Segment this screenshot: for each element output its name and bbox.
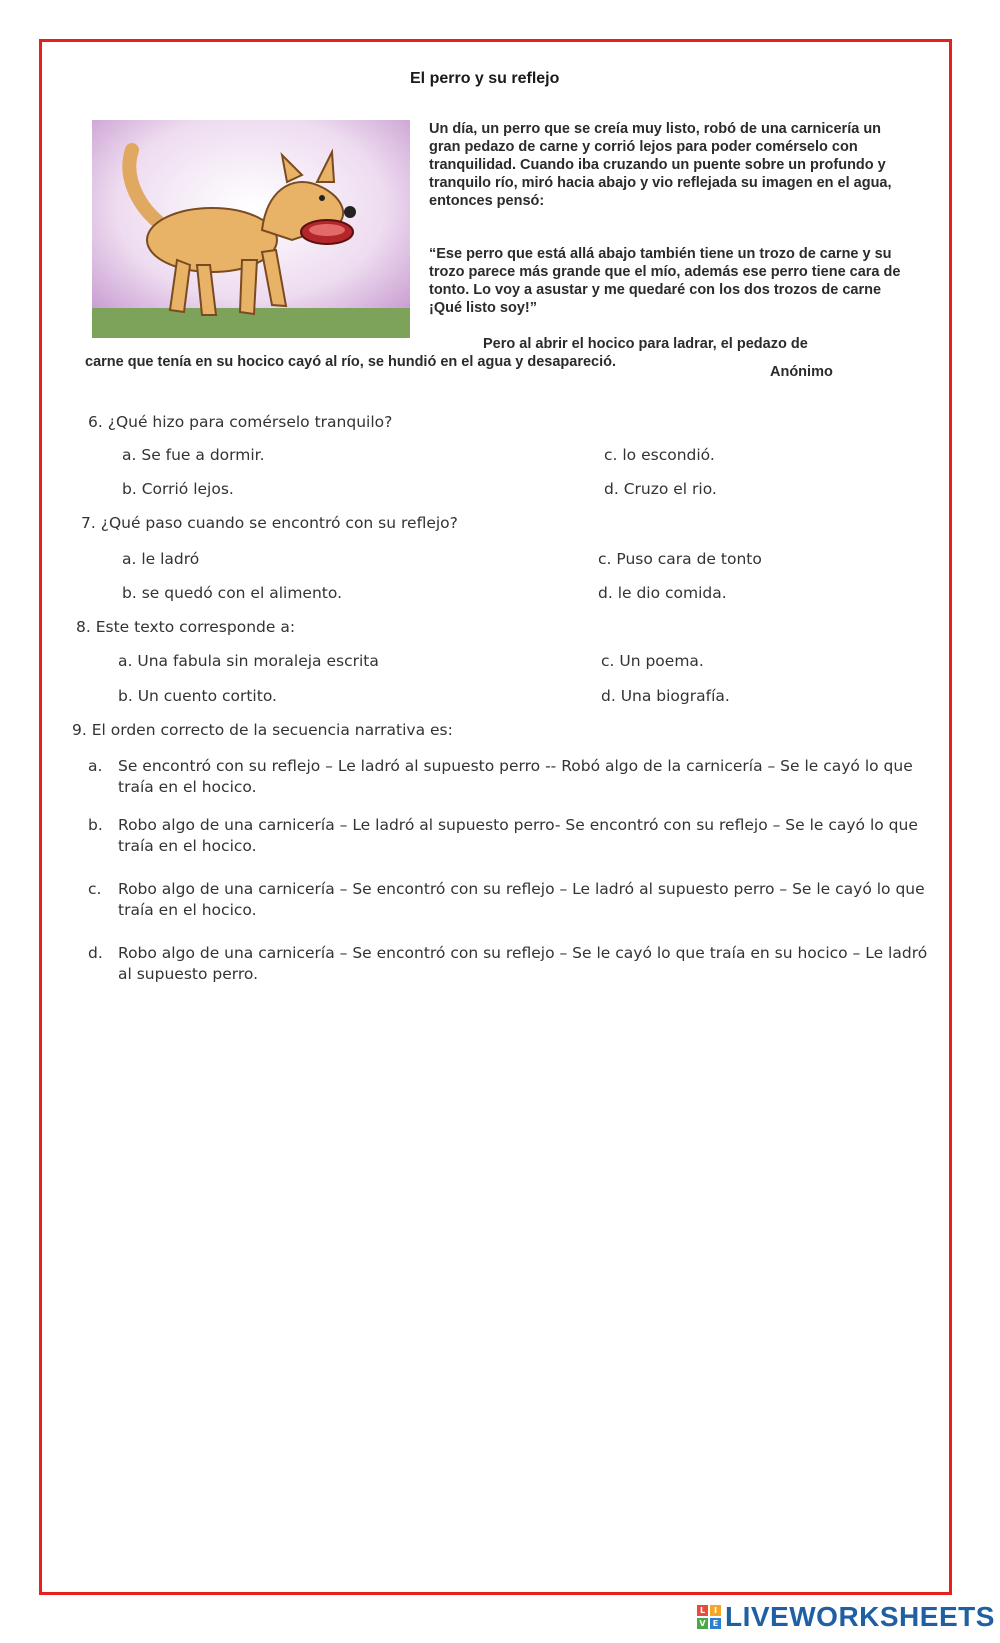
q9-option-b[interactable]: [88, 815, 938, 857]
logo-letter: E: [710, 1618, 721, 1629]
dog-with-meat-illustration: [92, 120, 410, 338]
story-paragraph-1: Un día, un perro que se creía muy listo, robó de una carnicería un gran pedazo de carne y corrió lejos para poder comérselo con tranquilidad. Cuando iba cruzando un puente sobre un profundo y tranquilo río, miró hacia abajo y vio reflejada su imagen en el agua, entonces pensó:: [429, 121, 892, 209]
q7-option-b[interactable]: b. se quedó con el alimento.: [122, 584, 342, 602]
logo-letter: V: [697, 1618, 708, 1629]
q9-option-text: Se encontró con su reflejo – Le ladró al supuesto perro -- Robó algo de la carnicería – Se le cayó lo que traía en el hocico.: [118, 757, 913, 796]
q7-option-c[interactable]: c. Puso cara de tonto: [598, 550, 762, 568]
story-paragraph-3-line-2: carne que tenía en su hocico cayó al río, se hundió en el agua y desapareció.: [85, 354, 617, 370]
q9-option-d[interactable]: [88, 943, 938, 985]
q9-option-a[interactable]: [88, 756, 938, 798]
q7-option-a[interactable]: a. le ladró: [122, 550, 200, 568]
q9-option-text: Robo algo de una carnicería – Le ladró al supuesto perro- Se encontró con su reflejo – Se le cayó lo que traía en el hocico.: [118, 816, 918, 855]
q9-option-text: Robo algo de una carnicería – Se encontró con su reflejo – Le ladró al supuesto perro – Se le cayó lo que traía en el hocico.: [118, 880, 925, 919]
q6-option-c[interactable]: c. lo escondió.: [604, 446, 715, 464]
q9-option-letter: c.: [88, 880, 102, 898]
q9-option-text: Robo algo de una carnicería – Se encontró con su reflejo – Se le cayó lo que traía en su hocico – Le ladró al supuesto perro.: [118, 944, 928, 983]
story-title: El perro y su reflejo: [410, 70, 560, 87]
logo-letter: L: [697, 1605, 708, 1616]
q6-option-d[interactable]: d. Cruzo el rio.: [604, 480, 717, 498]
story-author: Anónimo: [770, 364, 833, 380]
logo-letter: I: [710, 1605, 721, 1616]
q9-option-letter: a.: [88, 757, 103, 775]
q7-option-d[interactable]: d. le dio comida.: [598, 584, 727, 602]
q9-option-letter: b.: [88, 816, 103, 834]
q8-option-a[interactable]: a. Una fabula sin moraleja escrita: [118, 652, 379, 670]
story-paragraph-3-line-1: Pero al abrir el hocico para ladrar, el pedazo de: [483, 336, 808, 352]
q6-option-a[interactable]: a. Se fue a dormir.: [122, 446, 265, 464]
question-8: 8. Este texto corresponde a:: [76, 618, 296, 636]
q8-option-c[interactable]: c. Un poema.: [601, 652, 704, 670]
liveworksheets-brand[interactable]: [697, 1601, 995, 1633]
q6-option-b[interactable]: b. Corrió lejos.: [122, 480, 234, 498]
q8-option-d[interactable]: d. Una biografía.: [601, 687, 730, 705]
q8-option-b[interactable]: b. Un cuento cortito.: [118, 687, 277, 705]
story-paragraph-2: “Ese perro que está allá abajo también tiene un trozo de carne y su trozo parece más grande que el mío, además ese perro tiene cara de tonto. Lo voy a asustar y me quedaré con los dos trozos de carne ¡Qué listo soy!”: [429, 246, 901, 316]
brand-name: LIVEWORKSHEETS: [725, 1601, 995, 1632]
story-paragraph-3: [85, 335, 875, 371]
question-9: 9. El orden correcto de la secuencia narrativa es:: [72, 721, 453, 739]
question-7: 7. ¿Qué paso cuando se encontró con su reflejo?: [81, 514, 458, 532]
q9-option-c[interactable]: [88, 879, 938, 921]
liveworksheets-logo-icon: [697, 1605, 721, 1629]
q9-option-letter: d.: [88, 944, 103, 962]
question-6: 6. ¿Qué hizo para comérselo tranquilo?: [88, 413, 393, 431]
